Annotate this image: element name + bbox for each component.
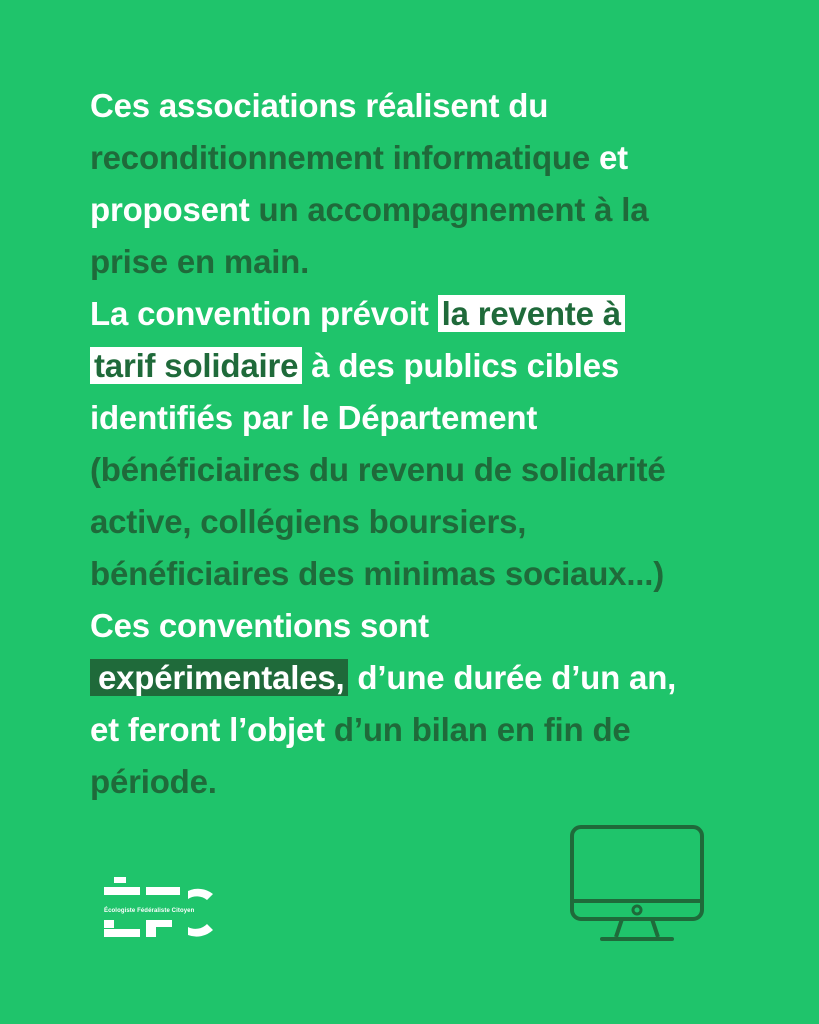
text-segment: reconditionnement informatique xyxy=(90,139,591,176)
text-segment: Ces conventions sont xyxy=(90,607,429,644)
text-line-9 xyxy=(90,496,750,548)
text-line-5 xyxy=(90,288,750,340)
text-segment: un accompagnement à la xyxy=(249,191,649,228)
highlight-white: la revente à xyxy=(438,295,625,332)
text-line-8 xyxy=(90,444,750,496)
text-line-12 xyxy=(90,652,750,704)
text-segment: et feront l’objet xyxy=(90,711,325,748)
text-line-6 xyxy=(90,340,750,392)
monitor-icon xyxy=(568,822,706,946)
text-segment: d’un bilan en fin de xyxy=(324,711,631,748)
text-segment: d’une durée d’un an, xyxy=(348,659,677,696)
text-segment: proposent xyxy=(90,191,250,228)
text-segment: Ces associations réalisent du xyxy=(90,87,549,124)
text-line-10 xyxy=(90,548,750,600)
text-line-4 xyxy=(90,236,750,288)
text-segment: à des publics cibles xyxy=(302,347,619,384)
text-line-1 xyxy=(90,80,750,132)
text-segment: active, collégiens boursiers, xyxy=(90,503,527,540)
text-segment: identifiés par le Département xyxy=(90,399,538,436)
text-segment: (bénéficiaires du revenu de solidarité xyxy=(90,451,666,488)
text-segment: et xyxy=(590,139,628,176)
text-segment: bénéficiaires des minimas sociaux...) xyxy=(90,555,665,592)
text-segment: La convention prévoit xyxy=(90,295,438,332)
text-segment: prise en main. xyxy=(90,243,310,280)
monitor-icon-graphic xyxy=(568,822,706,946)
efc-logo xyxy=(104,877,216,941)
text-line-11 xyxy=(90,600,750,652)
text-segment: période. xyxy=(90,763,217,800)
body-text xyxy=(90,80,750,808)
text-line-7 xyxy=(90,392,750,444)
highlight-dark: expérimentales, xyxy=(90,659,348,696)
text-line-3 xyxy=(90,184,750,236)
text-line-13 xyxy=(90,704,750,756)
logo-tagline: Écologiste Fédéraliste Citoyen xyxy=(104,908,195,914)
text-line-14 xyxy=(90,756,750,808)
text-line-2 xyxy=(90,132,750,184)
highlight-white: tarif solidaire xyxy=(90,347,302,384)
